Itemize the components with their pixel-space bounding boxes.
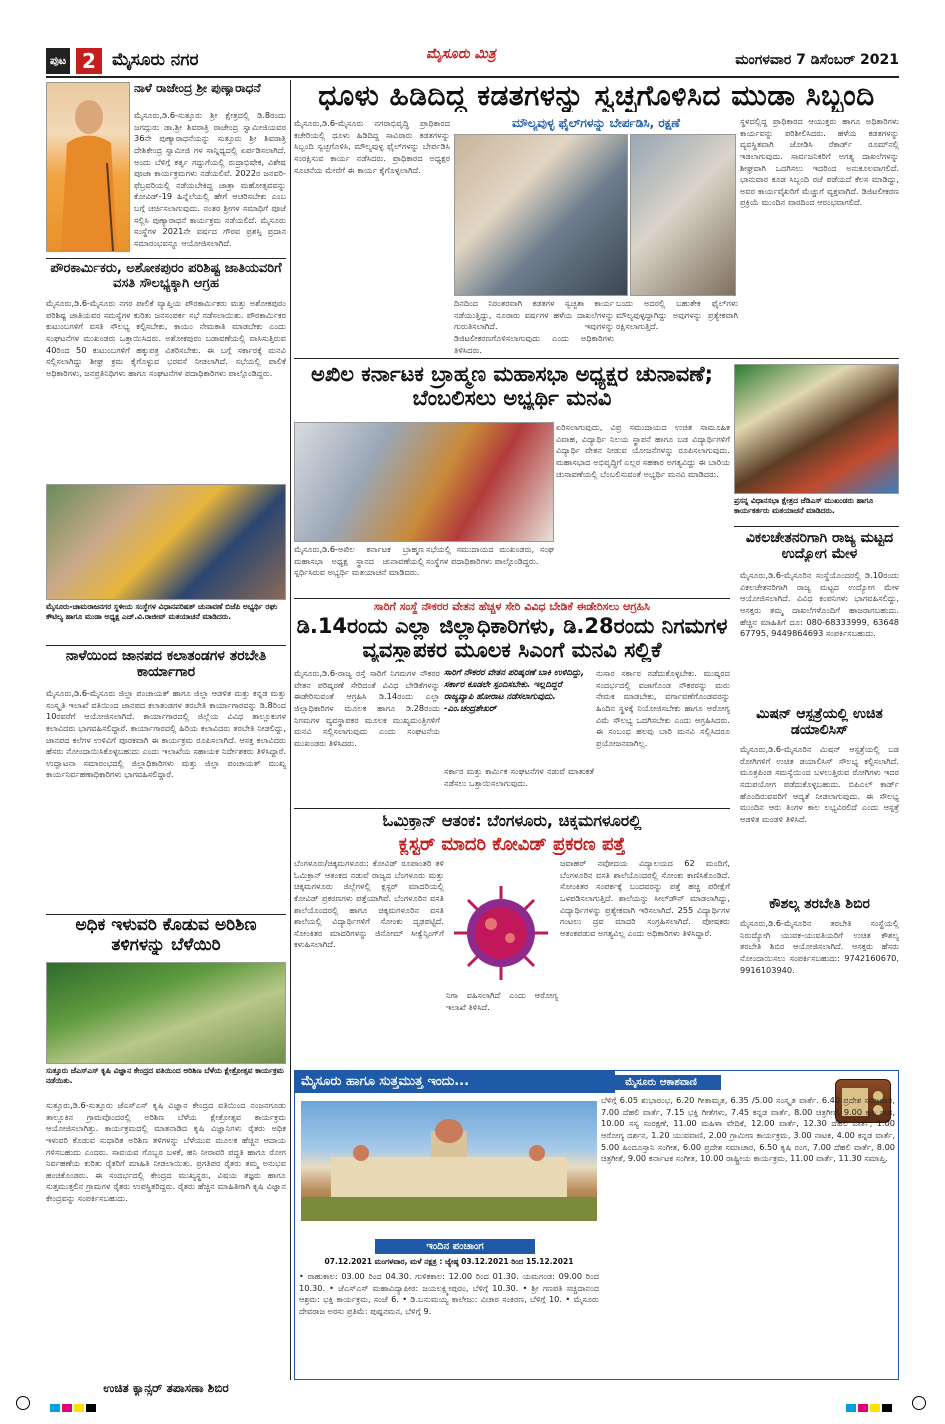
divider bbox=[294, 358, 899, 359]
rajendra-headline: ನಾಳೆ ರಾಜೇಂದ್ರ ಶ್ರೀ ಪುಣ್ಯಾರಾಧನೆ bbox=[134, 82, 261, 95]
skill-camp-body: ಮೈಸೂರು,ಡಿ.6-ಮೈಸೂರಿನ ತರಬೇತಿ ಸಂಸ್ಥೆಯಲ್ಲಿ ನಿರುದ್ಯೋಗಿ ಯುವಕ-ಯುವತಿಯರಿಗೆ ಉಚಿತ ಕೌಶಲ್ಯ ತರಬೇತಿ ಶಿಬಿರ ಆಯೋಜಿಸಲಾಗಿದೆ. ಆಸಕ್ತರು ಹೆಸರು ನೋಂದಾಯಿಸಲು ಸಂಪರ್ಕಿಸಬಹುದು: 9742160670, 9916103940. bbox=[740, 918, 899, 975]
events-list: • ರಾಹುಕಾಲ: 03.00 ರಿಂದ 04.30. ಗುಳಿಕಕಾಲ: 12.00 ರಿಂದ 01.30. ಯಮಗಂಡ: 09.00 ರಿಂದ 10.30. • ಜೆಎಸ್‌ಎಸ್ ಮಹಾವಿದ್ಯಾಪೀಠ: ಜಯಲಕ್ಷ್ಮೀಪುರಂ, ಬೆಳಿಗ್ಗೆ 10.30. • ಶ್ರೀ ಗಣಪತಿ ಸಚ್ಚಿದಾನಂದ ಆಶ್ರಮ: ಭಕ್ತಿ ಕಾರ್ಯಕ್ರಮ, ಸಂಜೆ 6. • ಡಿ.ಬನುಮಯ್ಯ ಕಾಲೇಜು: ವಿಚಾರ ಸಂಕಿರಣ, ಬೆಳಿಗ್ಗೆ 10. • ಮೈಸೂರು ದೇವರಾಜ ಅರಸು ಪ್ರತಿಮೆ: ಪುಷ್ಪನಮನ, ಬೆಳಿಗ್ಗೆ 9. bbox=[299, 1271, 599, 1316]
omicron-body-2: ನಿಗಾ ವಹಿಸಲಾಗಿದೆ ಎಂದು ಆರೋಗ್ಯ ಇಲಾಖೆ ತಿಳಿಸಿದೆ. bbox=[446, 990, 558, 1012]
dialysis-body: ಮೈಸೂರು,ಡಿ.6-ಮೈಸೂರಿನ ಮಿಷನ್ ಆಸ್ಪತ್ರೆಯಲ್ಲಿ ಬಡ ರೋಗಿಗಳಿಗೆ ಉಚಿತ ಡಯಾಲಿಸಿಸ್ ಸೌಲಭ್ಯ ಕಲ್ಪಿಸಲಾಗಿದೆ. ಮೂತ್ರಪಿಂಡ ಸಮಸ್ಯೆಯಿಂದ ಬಳಲುತ್ತಿರುವ ರೋಗಿಗಳು ಇದರ ಸದುಪಯೋಗ ಪಡೆದುಕೊಳ್ಳಬಹುದು. ಬಿಪಿಎಲ್ ಕಾರ್ಡ್ ಹೊಂದಿರುವವರಿಗೆ ಆದ್ಯತೆ ನೀಡಲಾಗುವುದು. ಈ ಸೌಲಭ್ಯ ಮುಂದಿನ ಆರು ತಿಂಗಳ ಕಾಲ ಲಭ್ಯವಿರಲಿದೆ ಎಂದು ಆಸ್ಪತ್ರೆ ಆಡಳಿತ ಮಂಡಳಿ ತಿಳಿಸಿದೆ. bbox=[740, 744, 899, 824]
muda-files-photo bbox=[630, 134, 736, 296]
muda-body-2: ದಿನದಿಂದ ನಿರಂತರವಾಗಿ ಕಡತಗಳ ಸ್ವಚ್ಛತಾ ಕಾರ್ಯ ನಡೆಯುತ್ತಿದ್ದು, ನೂರಾರು ವರ್ಷಗಳ ಹಳೆಯ ದಾಖಲೆಗಳನ್ನು ಗುರುತಿಸಲಾಗಿದೆ. ಇವುಗಳನ್ನು ಡಿಜಿಟಲೀಕರಣಗೊಳಿಸಲಾಗುವುದು ಎಂದು ಅಧಿಕಾರಿಗಳು ತಿಳಿಸಿದರು. bbox=[454, 298, 614, 354]
salary-body-2: ನುಸಾರ ಸರ್ಕಾರ ನಡೆದುಕೊಳ್ಳಬೇಕು. ಮುಷ್ಕರದ ಸಂದರ್ಭದಲ್ಲಿ ವಜಾಗೊಂಡ ನೌಕರರನ್ನು ಮರು ನೇಮಕ ಮಾಡಬೇಕು, ವರ್ಗಾವಣೆಗೊಂಡವರನ್ನು ಹಿಂದಿನ ಸ್ಥಳಕ್ಕೆ ನಿಯೋಜಿಸಬೇಕು ಹಾಗೂ ಆರೋಗ್ಯ ವಿಮೆ ಸೌಲಭ್ಯ ಒದಗಿಸಬೇಕು ಎಂದು ಆಗ್ರಹಿಸಿದರು. ಈ ಸಂಬಂಧ ಹಲವು ಬಾರಿ ಮನವಿ ಸಲ್ಲಿಸಿದರೂ ಪ್ರಯೋಜನವಾಗಿಲ್ಲ. bbox=[596, 668, 730, 748]
color-bar bbox=[882, 1404, 892, 1412]
brahmana-body-2: ಮೈಸೂರು,ಡಿ.6-ಅಖಿಲ ಕರ್ನಾಟಕ ಬ್ರಾಹ್ಮಣ ಮಹಾಸಭಾ ಅಧ್ಯಕ್ಷ ಸ್ಥಾನದ ಚುನಾವಣೆಯಲ್ಲಿ ಸ್ಪರ್ಧಿಸಿರುವ ಅಭ್ಯರ್ಥಿ ಮತಯಾಚನೆ ಮಾಡಿದರು. bbox=[294, 544, 424, 578]
dateline: ಮಂಗಳವಾರ 7 ಡಿಸೆಂಬರ್ 2021 bbox=[735, 52, 899, 68]
color-bar bbox=[62, 1404, 72, 1412]
mysuru-today-heading: ಮೈಸೂರು ಹಾಗೂ ಸುತ್ತಮುತ್ತ ಇಂದು... bbox=[295, 1071, 615, 1093]
muda-subhead: ಮೌಲ್ಯವುಳ್ಳ ಫೈಲ್‌ಗಳನ್ನು ಬೇರ್ಪಡಿಸಿ, ರಕ್ಷಣೆ bbox=[512, 116, 680, 130]
dialysis-headline: ಮಿಷನ್ ಆಸ್ಪತ್ರೆಯಲ್ಲಿ ಉಚಿತ ಡಯಾಲಿಸಿಸ್ bbox=[756, 706, 883, 739]
turmeric-field-photo bbox=[46, 962, 286, 1064]
color-bar bbox=[74, 1404, 84, 1412]
brahmana-body-3: ಸಭೆಯಲ್ಲಿ ಸಮುದಾಯದ ಮುಖಂಡರು, ಸಂಘ ಸಂಸ್ಥೆಗಳ ಪದಾಧಿಕಾರಿಗಳು ಪಾಲ್ಗೊಂಡಿದ್ದರು. bbox=[426, 544, 554, 566]
job-fair-headline: ವಿಕಲಚೇತನರಿಗಾಗಿ ರಾಜ್ಯ ಮಟ್ಟದ ಉದ್ಯೋಗ ಮೇಳ bbox=[745, 530, 894, 563]
newspaper-brand: ಮೈಸೂರು ಮಿತ್ರ bbox=[426, 46, 496, 62]
mysuru-palace-photo bbox=[301, 1101, 597, 1221]
section-name: ಮೈಸೂರು ನಗರ bbox=[112, 50, 199, 70]
cancer-camp-headline: ಉಚಿತ ಕ್ಯಾನ್ಸರ್ ತಪಾಸಣಾ ಶಿಬಿರ bbox=[103, 1382, 229, 1395]
job-fair-body: ಮೈಸೂರು,ಡಿ.6-ಮೈಸೂರಿನ ಸಂಸ್ಥೆಯೊಂದರಲ್ಲಿ ಡಿ.10ರಂದು ವಿಕಲಚೇತನರಿಗಾಗಿ ರಾಜ್ಯ ಮಟ್ಟದ ಉದ್ಯೋಗ ಮೇಳ ಆಯೋಜಿಸಲಾಗಿದೆ. ವಿವಿಧ ಕಂಪನಿಗಳು ಭಾಗವಹಿಸಲಿದ್ದು, ಆಸಕ್ತರು ತಮ್ಮ ದಾಖಲೆಗಳೊಂದಿಗೆ ಹಾಜರಾಗಬಹುದು. ಹೆಚ್ಚಿನ ಮಾಹಿತಿಗೆ ದೂ: 080-68333999, 63648 67795, 9449864693 ಸಂಪರ್ಕಿಸಬಹುದು. bbox=[740, 570, 899, 639]
radio-heading: ಮೈಸೂರು ಆಕಾಶವಾಣಿ bbox=[601, 1075, 721, 1090]
brahmana-meeting-photo bbox=[294, 422, 554, 542]
mysuru-today-box bbox=[294, 1070, 899, 1380]
omicron-redline: ಕ್ಲಸ್ಟರ್ ಮಾದರಿ ಕೋವಿಡ್ ಪ್ರಕರಣ ಪತ್ತೆ bbox=[398, 834, 626, 855]
muda-body-4: ಸ್ಥಳದಲ್ಲಿದ್ದ ಪ್ರಾಧಿಕಾರದ ಆಯುಕ್ತರು ಹಾಗೂ ಅಧಿಕಾರಿಗಳು ಕಾರ್ಯವನ್ನು ಪರಿಶೀಲಿಸಿದರು. ಹಳೆಯ ಕಡತಗಳನ್ನು ವ್ಯವಸ್ಥಿತವಾಗಿ ಜೋಡಿಸಿ ರೆಕಾರ್ಡ್ ರೂಮ್‌ನಲ್ಲಿ ಇಡಲಾಗುವುದು. ಸಾರ್ವಜನಿಕರಿಗೆ ಅಗತ್ಯ ದಾಖಲೆಗಳನ್ನು ಶೀಘ್ರವಾಗಿ ಒದಗಿಸಲು ಇದರಿಂದ ಅನುಕೂಲವಾಗಲಿದೆ. ಭಾನುವಾರ ಕೂಡ ಸಿಬ್ಬಂದಿ ರಜೆ ಪಡೆಯದೆ ಕೆಲಸ ಮಾಡಿದ್ದು, ಅವರ ಕಾರ್ಯವೈಖರಿಗೆ ಮೆಚ್ಚುಗೆ ವ್ಯಕ್ತವಾಗಿದೆ. ಡಿಜಿಟಲೀಕರಣ ಪ್ರಕ್ರಿಯೆ ಮುಂದಿನ ವಾರದಿಂದ ಆರಂಭವಾಗಲಿದೆ. bbox=[740, 116, 899, 208]
swamiji-photo bbox=[46, 82, 130, 252]
color-bar bbox=[50, 1404, 60, 1412]
divider bbox=[734, 526, 899, 527]
salary-quote: ಸಾರಿಗೆ ನೌಕರರ ವೇತನ ಪರಿಷ್ಕರಣೆ ಬಾಕಿ ಉಳಿದಿದ್ದು, ಸರ್ಕಾರ ಕೂಡಲೇ ಸ್ಪಂದಿಸಬೇಕು. ಇಲ್ಲದಿದ್ದರೆ ರಾಜ್ಯವ್ಯಾಪಿ ಹೋರಾಟ ನಡೆಸಲಾಗುವುದು. -ಎಂ.ಚಂದ್ರಶೇಖರ್ bbox=[444, 668, 585, 714]
omicron-headline: ಓಮಿಕ್ರಾನ್ ಆತಂಕ: ಬೆಂಗಳೂರು, ಚಿಕ್ಕಮಗಳೂರಲ್ಲಿ bbox=[382, 812, 642, 830]
jds-caption: ಪ್ರಸನ್ನ ವಿಧಾನಸಭಾ ಕ್ಷೇತ್ರದ ಜೆಡಿಎಸ್ ಮುಖಂಡರು ಹಾಗೂ ಕಾರ್ಯಕರ್ತರು ಮತಯಾಚನೆ ಮಾಡಿದರು. bbox=[734, 496, 899, 524]
muda-body-1: ಮೈಸೂರು,ಡಿ.6-ಮೈಸೂರು ನಗರಾಭಿವೃದ್ಧಿ ಪ್ರಾಧಿಕಾರದ ಕಚೇರಿಯಲ್ಲಿ ಧೂಳು ಹಿಡಿದಿದ್ದ ಸಾವಿರಾರು ಕಡತಗಳನ್ನು ಸಿಬ್ಬಂದಿ ಸ್ವಚ್ಛಗೊಳಿಸಿ, ಮೌಲ್ಯವುಳ್ಳ ಫೈಲ್‌ಗಳನ್ನು ಬೇರ್ಪಡಿಸಿ ಸಂರಕ್ಷಿಸುವ ಕಾರ್ಯ ನಡೆಸಿದರು. ಪ್ರಾಧಿಕಾರದ ಅಧ್ಯಕ್ಷರ ಸೂಚನೆಯ ಮೇರೆಗೆ ಈ ಕಾರ್ಯ ಕೈಗೊಳ್ಳಲಾಗಿದೆ. bbox=[294, 118, 450, 175]
salary-body-3: ಸರ್ಕಾರ ಮತ್ತು ಕಾರ್ಮಿಕ ಸಂಘಟನೆಗಳ ನಡುವೆ ಮಾತುಕತೆ ನಡೆಸಲು ಒತ್ತಾಯಿಸಲಾಗುವುದು. bbox=[444, 766, 594, 788]
brahmana-headline: ಅಖಿಲ ಕರ್ನಾಟಕ ಬ್ರಾಹ್ಮಣ ಮಹಾಸಭಾ ಅಧ್ಯಕ್ಷರ ಚುನಾವಣೆ; ಬೆಂಬಲಿಸಲು ಅಭ್ಯರ್ಥಿ ಮನವಿ bbox=[311, 362, 713, 411]
radio-schedule: ಬೆಳಿಗ್ಗೆ 6.05 ಶುಭಾರಂಭ, 6.20 ಗೀತಾಮೃತ, 6.35 /5.00 ಸಂಸ್ಕೃತ ವಾರ್ತೆ. 6.40 ಪ್ರದೇಶ ಸಮಾಚಾರ, 7.00 ದೆಹಲಿ ವಾರ್ತೆ, 7.15 ಭಕ್ತಿ ಗೀತೆಗಳು, 7.45 ಕನ್ನಡ ವಾರ್ತೆ, 8.00 ಚಿತ್ರಗೀತೆ, 9.00 ಕೃಷಿ ರಂಗ, 10.00 ಸಸ್ಯ ಸಂರಕ್ಷಣೆ, 11.00 ಮಹಿಳಾ ವೇದಿಕೆ, 12.00 ವಾರ್ತೆ, 12.30 ದೆಹಲಿ ವಾರ್ತೆ, 1.00 ಆರೋಗ್ಯ ದರ್ಶನ, 1.20 ಯುವವಾಣಿ, 2.00 ಗ್ರಾಮೀಣ ಕಾರ್ಯಕ್ರಮ, 3.00 ನಾಟಕ, 4.00 ಕನ್ನಡ ವಾರ್ತೆ, 5.00 ಹಿಂದೂಸ್ತಾನಿ ಸಂಗೀತ, 6.00 ಪ್ರದೇಶ ಸಮಾಚಾರ, 6.50 ಕೃಷಿ ರಂಗ, 7.00 ದೆಹಲಿ ವಾರ್ತೆ, 8.00 ಚಿತ್ರಗೀತೆ, 9.00 ಕರ್ನಾಟಕ ಸಂಗೀತ, 10.00 ರಾಷ್ಟ್ರೀಯ ಕಾರ್ಯಕ್ರಮ, 11.00 ವಾರ್ತೆ, 11.30 ಸಮಾಪ್ತಿ. bbox=[601, 1095, 895, 1164]
turmeric-caption: ಸುತ್ತೂರು ಜೆಎಸ್‌ಎಸ್ ಕೃಷಿ ವಿಜ್ಞಾನ ಕೇಂದ್ರದ ವತಿಯಿಂದ ಅರಿಶಿಣ ಬೆಳೆಯ ಕ್ಷೇತ್ರೋತ್ಸವ ಕಾರ್ಯಕ್ರಮ ನಡೆಯಿತು. bbox=[46, 1066, 286, 1096]
panchanga-heading: ಇಂದಿನ ಪಂಚಾಂಗ bbox=[375, 1239, 535, 1254]
campaign-photo bbox=[46, 484, 286, 600]
janapada-body: ಮೈಸೂರು,ಡಿ.6-ಮೈಸೂರು ಜಿಲ್ಲಾ ಪಂಚಾಯತ್ ಹಾಗೂ ಜಿಲ್ಲಾ ಆಡಳಿತ ಮತ್ತು ಕನ್ನಡ ಮತ್ತು ಸಂಸ್ಕೃತಿ ಇಲಾಖೆ ವತಿಯಿಂದ ಜಾನಪದ ಕಲಾತಂಡಗಳ ತರಬೇತಿ ಕಾರ್ಯಾಗಾರವನ್ನು ಡಿ.8ರಿಂದ 10ರವರೆಗೆ ಆಯೋಜಿಸಲಾಗಿದೆ. ಕಾರ್ಯಾಗಾರದಲ್ಲಿ ಜಿಲ್ಲೆಯ ವಿವಿಧ ತಾಲ್ಲೂಕುಗಳ ಕಲಾವಿದರು ಭಾಗವಹಿಸಲಿದ್ದಾರೆ. ಕಾರ್ಯಾಗಾರದಲ್ಲಿ ಹಿರಿಯ ಕಲಾವಿದರು ತರಬೇತಿ ನೀಡಲಿದ್ದು, ಜಾನಪದ ಕಲೆಗಳ ಉಳಿವಿಗೆ ಪೂರಕವಾಗಿ ಈ ಕಾರ್ಯಕ್ರಮ ರೂಪಿಸಲಾಗಿದೆ. ಆಸಕ್ತ ಕಲಾವಿದರು ಹೆಸರು ನೋಂದಾಯಿಸಿಕೊಳ್ಳಬಹುದು ಎಂದು ಇಲಾಖೆಯ ಸಹಾಯಕ ನಿರ್ದೇಶಕರು ತಿಳಿಸಿದ್ದಾರೆ. ಉದ್ಘಾಟನಾ ಸಮಾರಂಭದಲ್ಲಿ ಜಿಲ್ಲಾಧಿಕಾರಿಗಳು ಮತ್ತು ಜಿಲ್ಲಾ ಪಂಚಾಯತ್ ಮುಖ್ಯ ಕಾರ್ಯನಿರ್ವಹಣಾಧಿಕಾರಿಗಳು ಭಾಗವಹಿಸಲಿದ್ದಾರೆ. bbox=[46, 688, 286, 780]
registration-mark bbox=[912, 1396, 926, 1410]
color-bar bbox=[86, 1404, 96, 1412]
salary-body-1: ಮೈಸೂರು,ಡಿ.6-ರಾಜ್ಯ ರಸ್ತೆ ಸಾರಿಗೆ ನಿಗಮಗಳ ನೌಕರರ ವೇತನ ಪರಿಷ್ಕರಣೆ ಸೇರಿದಂತೆ ವಿವಿಧ ಬೇಡಿಕೆಗಳನ್ನು ಈಡೇರಿಸುವಂತೆ ಆಗ್ರಹಿಸಿ ಡಿ.14ರಂದು ಎಲ್ಲಾ ಜಿಲ್ಲಾಧಿಕಾರಿಗಳ ಮೂಲಕ ಹಾಗೂ ಡಿ.28ರಂದು ನಿಗಮಗಳ ವ್ಯವಸ್ಥಾಪಕರ ಮೂಲಕ ಮುಖ್ಯಮಂತ್ರಿಗಳಿಗೆ ಮನವಿ ಸಲ್ಲಿಸಲಾಗುವುದು ಎಂದು ಸಂಘಟನೆಯ ಮುಖಂಡರು ತಿಳಿಸಿದರು. bbox=[294, 668, 440, 748]
color-bar bbox=[870, 1404, 880, 1412]
masthead bbox=[46, 46, 899, 78]
salary-redline: ಸಾರಿಗೆ ಸಂಸ್ಥೆ ನೌಕರರ ವೇತನ ಹೆಚ್ಚಳ ಸೇರಿ ವಿವಿಧ ಬೇಡಿಕೆ ಈಡೇರಿಸಲು ಆಗ್ರಹಿಸಿ bbox=[373, 600, 651, 613]
skill-camp-headline: ಕೌಶಲ್ಯ ತರಬೇತಿ ಶಿಬಿರ bbox=[769, 896, 870, 912]
muda-staff-photo bbox=[454, 134, 628, 296]
muda-headline: ಧೂಳು ಹಿಡಿದಿದ್ದ ಕಡತಗಳನ್ನು ಸ್ವಚ್ಛಗೊಳಿಸಿದ ಮುಡಾ ಸಿಬ್ಬಂದಿ bbox=[318, 80, 875, 112]
salary-headline: ಡಿ.14ರಂದು ಎಲ್ಲಾ ಜಿಲ್ಲಾಧಿಕಾರಿಗಳು, ಡಿ.28ರಂದು ನಿಗಮಗಳ ವ್ಯವಸ್ಥಾಪಕರ ಮೂಲಕ ಸಿಎಂಗೆ ಮನವಿ ಸಲ್ಲಿಕೆ bbox=[296, 614, 728, 663]
divider bbox=[294, 808, 730, 809]
page-number: 2 bbox=[76, 48, 102, 74]
muda-body-3: ಬಂದು ಅದರಲ್ಲಿ ಬಹುತೇಕ ಫೈಲ್‌ಗಳು ಮೌಲ್ಯವುಳ್ಳದ್ದಾಗಿದ್ದು ಅವುಗಳನ್ನು ಪ್ರತ್ಯೇಕವಾಗಿ ರಕ್ಷಿಸಲಾಗುತ್ತಿದೆ. bbox=[616, 298, 738, 332]
jds-campaign-photo bbox=[734, 364, 899, 494]
omicron-body-1: ಬೆಂಗಳೂರು/ಚಿಕ್ಕಮಗಳೂರು: ಕೋವಿಡ್ ರೂಪಾಂತರಿ ತಳಿ ಓಮಿಕ್ರಾನ್ ಆತಂಕದ ನಡುವೆ ರಾಜ್ಯದ ಬೆಂಗಳೂರು ಮತ್ತು ಚಿಕ್ಕಮಗಳೂರು ಜಿಲ್ಲೆಗಳಲ್ಲಿ ಕ್ಲಸ್ಟರ್ ಮಾದರಿಯಲ್ಲಿ ಕೋವಿಡ್ ಪ್ರಕರಣಗಳು ಪತ್ತೆಯಾಗಿವೆ. ಬೆಂಗಳೂರಿನ ವಸತಿ ಶಾಲೆಯೊಂದರಲ್ಲಿ ಹಾಗೂ ಚಿಕ್ಕಮಗಳೂರಿನ ವಸತಿ ಶಾಲೆಯಲ್ಲಿ ವಿದ್ಯಾರ್ಥಿಗಳಿಗೆ ಸೋಂಕು ದೃಢಪಟ್ಟಿದೆ. ಸೋಂಕಿತರ ಮಾದರಿಗಳನ್ನು ಜಿನೋಮ್ ಸೀಕ್ವೆನ್ಸಿಂಗ್‌ಗೆ ಕಳುಹಿಸಲಾಗಿದೆ. bbox=[294, 858, 444, 950]
color-bar bbox=[846, 1404, 856, 1412]
divider bbox=[294, 598, 730, 599]
brahmana-body-1: ಏರಿಸಲಾಗುವುದು, ವಿಪ್ರ ಸಮುದಾಯದ ಉಚಿತ ಸಾಮೂಹಿಕ ವಿವಾಹ, ವಿದ್ಯಾರ್ಥಿ ನಿಲಯ ಸ್ಥಾಪನೆ ಹಾಗೂ ಬಡ ವಿದ್ಯಾರ್ಥಿಗಳಿಗೆ ವಿದ್ಯಾರ್ಥಿ ವೇತನ ನೀಡುವ ಯೋಜನೆಗಳನ್ನು ರೂಪಿಸಲಾಗುವುದು. ಮಹಾಸಭಾದ ಅಭಿವೃದ್ಧಿಗೆ ಎಲ್ಲರ ಸಹಕಾರ ಅಗತ್ಯವಿದ್ದು ಈ ಬಾರಿಯ ಚುನಾವಣೆಯಲ್ಲಿ ಬೆಂಬಲಿಸುವಂತೆ ಅಭ್ಯರ್ಥಿ ಮನವಿ ಮಾಡಿದರು. bbox=[556, 422, 730, 479]
column-rule bbox=[290, 80, 291, 1380]
divider bbox=[46, 645, 286, 646]
arishina-headline: ಅಧಿಕ ಇಳುವರಿ ಕೊಡುವ ಅರಿಶಿಣ ತಳಿಗಳನ್ನು ಬೆಳೆಯಿರಿ bbox=[75, 916, 257, 955]
registration-mark bbox=[16, 1396, 30, 1410]
janapada-headline: ನಾಳೆಯಿಂದ ಜಾನಪದ ಕಲಾತಂಡಗಳ ತರಬೇತಿ ಕಾರ್ಯಾಗಾರ bbox=[65, 648, 267, 681]
virus-icon bbox=[446, 878, 556, 988]
page-tag: ಪುಟ bbox=[46, 48, 70, 74]
rajendra-body: ಮೈಸೂರು,ಡಿ.6-ಸುತ್ತೂರು ಶ್ರೀ ಕ್ಷೇತ್ರದಲ್ಲಿ ಡಿ.8ರಂದು ಜಗದ್ಗುರು ಡಾ.ಶ್ರೀ ಶಿವರಾತ್ರಿ ರಾಜೇಂದ್ರ ಸ್ವಾಮೀಜಿಯವರ 36ನೇ ಪುಣ್ಯಾರಾಧನೆಯನ್ನು ಸುತ್ತೂರು ಶ್ರೀ ಶಿವರಾತ್ರಿ ದೇಶಿಕೇಂದ್ರ ಸ್ವಾಮೀಜಿ ಗಳ ಸಾನ್ನಿಧ್ಯದಲ್ಲಿ ಏರ್ಪಡಿಸಲಾಗಿದೆ. ಅಂದು ಬೆಳಿಗ್ಗೆ ಕರ್ತೃ ಗದ್ದುಗೆಯಲ್ಲಿ ರುದ್ರಾಭಿಷೇಕ, ವಿಶೇಷ ಪೂಜಾ ಕಾರ್ಯಕ್ರಮಗಳು ನಡೆಯಲಿವೆ. 2022ರ ಜನವರಿ-ಫೆಬ್ರವರಿಯಲ್ಲಿ ನಡೆಯಬೇಕಿದ್ದ ಜಾತ್ರಾ ಮಹೋತ್ಸವವನ್ನು ಕೋವಿಡ್-19 ಹಿನ್ನೆಲೆಯಲ್ಲಿ ಹೇಗೆ ಆಚರಿಸಬೇಕು ಎಂಬ ಬಗ್ಗೆ ಚರ್ಚಿಸಲಾಗುವುದು. ನಂತರ ಶ್ರೀಗಳ ಸಮಾಧಿಗೆ ಪೂಜೆ ಸಲ್ಲಿಸಿ ಪುಣ್ಯಾರಾಧನೆ ಕಾರ್ಯಕ್ರಮ ನಡೆಯಲಿದೆ. ಮೈಸೂರು ಸಂಸ್ಥೆಗಳ 2021ನೇ ವರ್ಷದ ಗೌರವ ಪ್ರಶಸ್ತಿ ಪ್ರದಾನ ಸಮಾರಂಭವನ್ನೂ ಆಯೋಜಿಸಲಾಗಿದೆ. bbox=[134, 110, 286, 249]
panchanga-line: 07.12.2021 ಮಂಗಳವಾರ, ಮಳೆ ನಕ್ಷತ್ರ : ಜ್ಯೇಷ್ಠ 03.12.2021 ರಿಂದ 15.12.2021 bbox=[324, 1257, 574, 1266]
campaign-caption: ಮೈಸೂರು-ಚಾಮರಾಜನಗರ ಸ್ಥಳೀಯ ಸಂಸ್ಥೆಗಳ ವಿಧಾನಪರಿಷತ್ ಚುನಾವಣೆ ಬಿಜೆಪಿ ಅಭ್ಯರ್ಥಿ ರಘು ಕೌಟಿಲ್ಯ ಹಾಗೂ ಮುಡಾ ಅಧ್ಯಕ್ಷ ಎಚ್.ವಿ.ರಾಜೀವ್ ಮತಯಾಚನೆ ಮಾಡಿದರು. bbox=[46, 602, 286, 642]
omicron-body-3: ಜವಾಹರ್ ನವೋದಯ ವಿದ್ಯಾಲಯದ 62 ಮಂದಿಗೆ, ಬೆಂಗಳೂರಿನ ವಸತಿ ಶಾಲೆಯೊಂದರಲ್ಲಿ ಸೋಂಕು ಕಾಣಿಸಿಕೊಂಡಿದೆ. ಸೋಂಕಿತರ ಸಂಪರ್ಕಕ್ಕೆ ಬಂದವರನ್ನು ಪತ್ತೆ ಹಚ್ಚಿ ಪರೀಕ್ಷೆಗೆ ಒಳಪಡಿಸಲಾಗುತ್ತಿದೆ. ಶಾಲೆಯನ್ನು ಸೀಲ್‌ಡೌನ್ ಮಾಡಲಾಗಿದ್ದು, ವಿದ್ಯಾರ್ಥಿಗಳನ್ನು ಪ್ರತ್ಯೇಕವಾಗಿ ಇರಿಸಲಾಗಿದೆ. 255 ವಿದ್ಯಾರ್ಥಿಗಳ ಗಂಟಲು ದ್ರವ ಮಾದರಿ ಸಂಗ್ರಹಿಸಲಾಗಿದೆ. ಪೋಷಕರು ಆತಂಕಪಡುವ ಅಗತ್ಯವಿಲ್ಲ ಎಂದು ಅಧಿಕಾರಿಗಳು ತಿಳಿಸಿದ್ದಾರೆ. bbox=[560, 858, 730, 938]
divider bbox=[46, 258, 286, 259]
pourakarmika-body: ಮೈಸೂರು,ಡಿ.6-ಮೈಸೂರು ನಗರ ಪಾಲಿಕೆ ವ್ಯಾಪ್ತಿಯ ಪೌರಕಾರ್ಮಿಕರು ಮತ್ತು ಅಶೋಕಪುರಂ ಪರಿಶಿಷ್ಟ ಜಾತಿಯವರ ಸಮಸ್ಯೆಗಳ ಕುರಿತು ಜನಸಂಪರ್ಕ ಸಭೆ ನಡೆಸಲಾಯಿತು. ಪೌರಕಾರ್ಮಿಕರ ಕುಟುಂಬಗಳಿಗೆ ವಸತಿ ಸೌಲಭ್ಯ ಕಲ್ಪಿಸಬೇಕು, ಕಾಯಂ ನೇಮಕಾತಿ ಮಾಡಬೇಕು ಎಂದು ಸಂಘಟನೆಗಳ ಮುಖಂಡರು ಒತ್ತಾಯಿಸಿದರು. ಅಶೋಕಪುರಂ ಬಡಾವಣೆಯಲ್ಲಿ ವಾಸಿಸುತ್ತಿರುವ 40ರಿಂದ 50 ಕುಟುಂಬಗಳಿಗೆ ಹಕ್ಕುಪತ್ರ ವಿತರಿಸಬೇಕು. ಈ ಬಗ್ಗೆ ಸರ್ಕಾರಕ್ಕೆ ಮನವಿ ಸಲ್ಲಿಸಲಾಗಿದ್ದು ಶೀಘ್ರ ಕ್ರಮ ಕೈಗೊಳ್ಳುವ ಭರವಸೆ ನೀಡಲಾಗಿದೆ. ಸಭೆಯಲ್ಲಿ ಪಾಲಿಕೆ ಅಧಿಕಾರಿಗಳು, ಜನಪ್ರತಿನಿಧಿಗಳು ಹಾಗೂ ಸಂಘಟನೆಗಳ ಪದಾಧಿಕಾರಿಗಳು ಪಾಲ್ಗೊಂಡಿದ್ದರು. bbox=[46, 298, 286, 378]
arishina-body: ಸುತ್ತೂರು,ಡಿ.6-ಸುತ್ತೂರು ಜೆಎಸ್‌ಎಸ್ ಕೃಷಿ ವಿಜ್ಞಾನ ಕೇಂದ್ರದ ವತಿಯಿಂದ ನಂಜನಗೂಡು ತಾಲ್ಲೂಕಿನ ಗ್ರಾಮವೊಂದರಲ್ಲಿ ಅರಿಶಿಣ ಬೆಳೆಯ ಕ್ಷೇತ್ರೋತ್ಸವ ಕಾರ್ಯಕ್ರಮ ಆಯೋಜಿಸಲಾಗಿತ್ತು. ಕಾರ್ಯಕ್ರಮದಲ್ಲಿ ಮಾತನಾಡಿದ ಕೃಷಿ ವಿಜ್ಞಾನಿಗಳು ರೈತರು ಅಧಿಕ ಇಳುವರಿ ಕೊಡುವ ಸುಧಾರಿತ ಅರಿಶಿಣ ತಳಿಗಳನ್ನು ಬೆಳೆಯುವ ಮೂಲಕ ಹೆಚ್ಚಿನ ಆದಾಯ ಗಳಿಸಬಹುದು ಎಂದರು. ಸಾವಯವ ಗೊಬ್ಬರ ಬಳಕೆ, ಹನಿ ನೀರಾವರಿ ಪದ್ಧತಿ ಹಾಗೂ ರೋಗ ನಿರ್ವಹಣೆಯ ಕುರಿತು ರೈತರಿಗೆ ಮಾಹಿತಿ ನೀಡಲಾಯಿತು. ಪ್ರಗತಿಪರ ರೈತರು ತಮ್ಮ ಅನುಭವ ಹಂಚಿಕೊಂಡರು. ಈ ಸಂದರ್ಭದಲ್ಲಿ ಕೇಂದ್ರದ ಮುಖ್ಯಸ್ಥರು, ವಿಷಯ ತಜ್ಞರು ಹಾಗೂ ಸುತ್ತಮುತ್ತಲಿನ ಗ್ರಾಮಗಳ ರೈತರು ಉಪಸ್ಥಿತರಿದ್ದರು. ರೈತರು ಹೆಚ್ಚಿನ ಮಾಹಿತಿಗಾಗಿ ಕೃಷಿ ವಿಜ್ಞಾನ ಕೇಂದ್ರವನ್ನು ಸಂಪರ್ಕಿಸಬಹುದು. bbox=[46, 1100, 286, 1204]
pourakarmika-headline: ಪೌರಕಾರ್ಮಿಕರು, ಅಶೋಕಪುರಂ ಪರಿಶಿಷ್ಟ ಜಾತಿಯವರಿಗೆ ವಸತಿ ಸೌಲಭ್ಯಕ್ಕಾಗಿ ಆಗ್ರಹ bbox=[50, 262, 282, 291]
divider bbox=[46, 914, 286, 915]
color-bar bbox=[858, 1404, 868, 1412]
